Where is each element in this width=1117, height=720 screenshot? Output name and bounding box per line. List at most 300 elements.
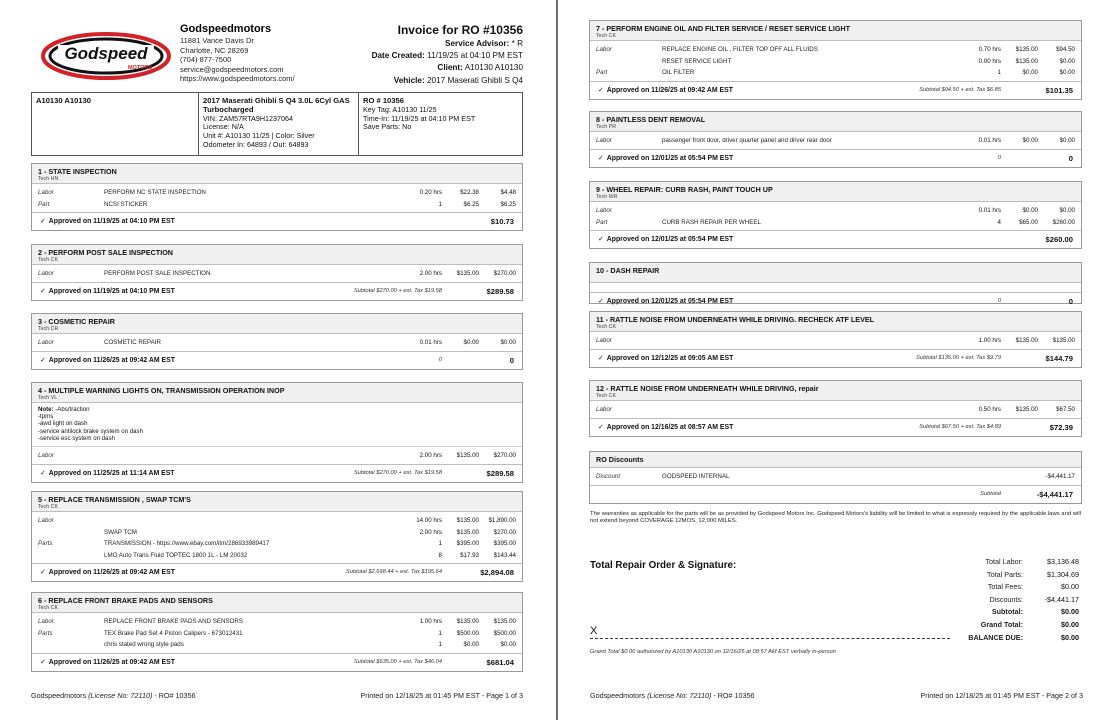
note-label: Note: xyxy=(38,406,54,413)
customer-vehicle-info xyxy=(31,92,523,156)
line-items xyxy=(590,332,1081,350)
line-amount: $0.00 xyxy=(500,641,516,649)
footer-company: Godspeedmotors xyxy=(590,691,646,700)
line-item xyxy=(38,199,516,211)
section-title: 6 - REPLACE FRONT BRAKE PADS AND SENSORS xyxy=(38,596,213,605)
section-title: 2 - PERFORM POST SALE INSPECTION xyxy=(38,248,173,257)
line-qty: 1.00 hrs xyxy=(978,337,1001,344)
discounts-title: RO Discounts xyxy=(596,455,644,464)
check-icon: ✓ xyxy=(40,569,46,577)
line-type: Part xyxy=(596,218,608,226)
line-rate: $6.25 xyxy=(463,200,479,208)
line-desc: COSMETIC REPAIR xyxy=(104,339,161,346)
section-tech: Tech CK xyxy=(38,504,59,510)
vin: VIN: ZAM57RTA9H1237064 xyxy=(203,113,294,123)
line-qty: 1 xyxy=(438,200,442,208)
section-tech: Tech CK xyxy=(596,393,617,399)
line-desc: PERFORM NC STATE INSPECTION xyxy=(104,189,206,196)
section-subtotal: Subtotal $94.50 + est. Tax $6.85 xyxy=(919,86,1001,93)
line-type: Labor xyxy=(38,189,54,196)
line-items xyxy=(32,512,522,564)
line-item xyxy=(38,628,516,640)
line-item xyxy=(596,135,1075,147)
check-icon: ✓ xyxy=(598,154,604,162)
section-header xyxy=(590,312,1081,332)
service-section xyxy=(31,244,523,301)
section-header xyxy=(590,381,1081,401)
section-tech: Tech VL xyxy=(38,395,58,401)
line-items xyxy=(590,401,1081,419)
line-items xyxy=(32,613,522,654)
line-qty: 0.70 hrs xyxy=(978,46,1001,53)
line-desc: CURB RASH REPAIR PER WHEEL xyxy=(662,218,761,226)
invoice-header xyxy=(372,22,523,87)
totals-row xyxy=(943,594,1079,607)
company-address1: 11881 Vance Davis Dr xyxy=(180,36,254,45)
line-items xyxy=(32,265,522,283)
company-website[interactable]: https://www.godspeedmotors.com/ xyxy=(180,74,295,84)
line-amount: $67.50 xyxy=(1056,406,1075,413)
line-qty: 0.00 hrs xyxy=(978,57,1001,65)
section-tech: Tech CK xyxy=(38,605,59,611)
totals-value: $0.00 xyxy=(1061,607,1079,617)
totals-row xyxy=(943,619,1079,632)
check-icon: ✓ xyxy=(598,86,604,94)
line-amount: $94.50 xyxy=(1056,46,1075,53)
footer-ro: - RO# 10356 xyxy=(154,691,196,700)
line-item xyxy=(38,450,516,462)
line-desc: RESET SERVICE LIGHT xyxy=(662,57,732,65)
line-amount: $270.00 xyxy=(493,528,516,536)
discount-desc: GODSPEED INTERNAL xyxy=(662,473,730,480)
line-item xyxy=(38,515,516,527)
line-rate: $22.38 xyxy=(460,189,479,196)
line-desc: REPLACE ENGINE OIL , FILTER TOP OFF ALL FLUIDS xyxy=(662,46,818,53)
line-amount: $395.00 xyxy=(493,540,516,548)
totals-value: $0.00 xyxy=(1061,582,1079,592)
section-tech: Tech CR xyxy=(38,326,59,332)
section-title: 7 - PERFORM ENGINE OIL AND FILTER SERVICE / RESET SERVICE LIGHT xyxy=(596,24,850,33)
footer-license: (License No: 72110) xyxy=(647,691,712,700)
line-rate: $135.00 xyxy=(456,270,479,277)
approval-text: ✓ Approved on 11/26/25 at 09:42 AM EST xyxy=(40,569,175,577)
check-icon: ✓ xyxy=(598,354,604,362)
approval-row xyxy=(32,465,522,482)
section-tech: Tech CK xyxy=(38,257,59,263)
section-header xyxy=(32,314,522,334)
line-item xyxy=(596,335,1075,347)
service-section xyxy=(589,262,1082,304)
client-label: Client: xyxy=(437,63,463,73)
line-qty: 2.00 hrs xyxy=(419,452,442,460)
section-tech: Tech CK xyxy=(596,324,617,330)
invoice-page-1 xyxy=(0,0,556,720)
line-item xyxy=(38,616,516,628)
line-type: Labor xyxy=(38,517,54,524)
line-qty: 0.20 hrs xyxy=(419,189,442,196)
section-total: 0 xyxy=(509,355,514,365)
discount-row xyxy=(596,471,1075,483)
section-subtotal: Subtotal $270.00 + est. Tax $19.58 xyxy=(353,287,442,294)
line-amount: $0.00 xyxy=(1059,137,1075,144)
approval-text: ✓ Approved on 12/16/25 at 08:57 AM EST xyxy=(598,423,734,431)
service-section xyxy=(589,311,1082,368)
vehicle-sub: Turbocharged xyxy=(203,104,254,114)
line-rate: $135.00 xyxy=(1015,57,1038,65)
line-type: Parts xyxy=(38,629,53,637)
approval-row xyxy=(32,352,522,369)
line-type: Labor xyxy=(38,339,54,346)
line-amount: $260.00 xyxy=(1052,218,1075,226)
totals-label: Discounts: xyxy=(989,594,1023,604)
line-rate: $0.00 xyxy=(1022,137,1038,144)
line-qty: 1 xyxy=(438,540,442,548)
line-item xyxy=(38,550,516,562)
section-title: 12 - RATTLE NOISE FROM UNDERNEATH WHILE DRIVING, repair xyxy=(596,384,819,393)
line-amount: $0.00 xyxy=(1059,69,1075,77)
section-total: $101.35 xyxy=(1045,85,1073,95)
line-amount: $135.00 xyxy=(493,618,516,625)
totals-label: Total Parts: xyxy=(987,569,1023,579)
section-header xyxy=(32,245,522,265)
line-type: Labor xyxy=(596,207,612,214)
line-qty: 2.00 hrs xyxy=(419,270,442,277)
footer-right-page2: Printed on 12/18/25 at 01:45 PM EST - Page 2 of 3 xyxy=(920,691,1083,700)
line-rate: $500.00 xyxy=(456,629,479,637)
line-rate: $135.00 xyxy=(1015,46,1038,53)
line-type: Labor xyxy=(596,406,612,413)
line-amount: $135.00 xyxy=(1052,337,1075,344)
section-title: 3 - COSMETIC REPAIR xyxy=(38,317,115,326)
line-rate: $135.00 xyxy=(456,528,479,536)
company-info xyxy=(180,22,295,84)
line-qty: 1.00 hrs xyxy=(419,618,442,625)
section-total: $10.73 xyxy=(490,217,514,227)
totals-row xyxy=(943,569,1079,582)
section-total: $2,894.08 xyxy=(480,568,514,578)
ro-discounts-section xyxy=(589,451,1082,504)
line-item xyxy=(596,404,1075,416)
approval-row xyxy=(590,150,1081,167)
totals-row xyxy=(943,606,1079,619)
section-total: $144.79 xyxy=(1045,353,1073,363)
section-total: $260.00 xyxy=(1045,235,1073,245)
invoice-page-2 xyxy=(558,0,1117,720)
service-section xyxy=(589,111,1082,168)
key-tag: Key Tag: A10130 11/25 xyxy=(363,104,437,114)
client-value: A10130 A10130 xyxy=(464,63,523,73)
warranty-text: The warranties as applicable for the parts will be as provided by Godspeed Motors Inc. Godspeed Motors's liability will be limited to what is expressly required by the applicable laws and will not extend beyond COVERAGE 12MOS, 12,000 MILES. xyxy=(590,511,1081,524)
section-subtotal: Subtotal $135.00 + est. Tax $9.79 xyxy=(915,354,1001,361)
company-address2: Charlotte, NC 28269 xyxy=(180,45,249,55)
service-section xyxy=(31,313,523,370)
footer-ro: - RO# 10356 xyxy=(713,691,755,700)
line-qty: 0.01 hrs xyxy=(978,207,1001,214)
line-desc: OIL FILTER xyxy=(662,69,695,77)
totals-value: $3,136.48 xyxy=(1047,557,1079,566)
approval-text: ✓ Approved on 11/19/25 at 04:10 PM EST xyxy=(40,287,175,295)
totals-label: Total Fees: xyxy=(987,582,1023,592)
line-item xyxy=(596,205,1075,217)
approval-text: ✓ Approved on 11/26/25 at 09:42 AM EST xyxy=(40,658,175,666)
section-header xyxy=(32,593,522,613)
line-items xyxy=(590,41,1081,82)
line-type: Labor xyxy=(596,337,612,344)
line-qty: 14.00 hrs xyxy=(416,517,442,524)
totals-value: -$4,441.17 xyxy=(1044,594,1079,604)
line-item xyxy=(38,268,516,280)
line-rate: $395.00 xyxy=(456,540,479,548)
advisor-value: * R xyxy=(511,39,523,48)
godspeed-logo xyxy=(40,26,172,82)
totals-label: Subtotal: xyxy=(991,607,1023,617)
approval-row xyxy=(32,283,522,300)
line-rate: $135.00 xyxy=(456,452,479,460)
approval-row xyxy=(590,350,1081,367)
totals-row xyxy=(943,581,1079,594)
section-title: 4 - MULTIPLE WARNING LIGHTS ON, TRANSMISSION OPERATION INOP xyxy=(38,386,285,395)
line-desc: SWAP TCM xyxy=(104,528,137,536)
approval-text: ✓ Approved on 12/01/25 at 05:54 PM EST xyxy=(598,154,734,162)
approval-text: ✓ Approved on 11/26/25 at 09:42 AM EST xyxy=(40,356,175,364)
section-title: 10 - DASH REPAIR xyxy=(596,266,660,275)
approval-row xyxy=(32,654,522,671)
line-amount: $0.00 xyxy=(500,339,516,346)
section-header xyxy=(590,263,1081,283)
svg-text:Godspeed: Godspeed xyxy=(64,44,148,63)
line-qty: 1 xyxy=(438,629,442,637)
customer-cell xyxy=(32,93,199,155)
vehicle-value: 2017 Maserati Ghibli S Q4 xyxy=(426,75,523,85)
line-type: Part xyxy=(38,200,50,208)
totals-value: $0.00 xyxy=(1061,632,1079,642)
time-in: Time-In: 11/19/25 at 04:10 PM EST xyxy=(363,113,476,123)
service-section xyxy=(31,592,523,672)
note-line: -service esc system on dash xyxy=(38,434,115,442)
line-items xyxy=(32,447,522,465)
line-rate: $0.00 xyxy=(1022,207,1038,214)
line-type: Labor xyxy=(596,46,612,53)
totals-summary xyxy=(943,556,1079,644)
license: License: N/A xyxy=(203,122,244,132)
check-icon: ✓ xyxy=(598,423,604,431)
line-type: Labor xyxy=(38,618,54,625)
line-item xyxy=(596,217,1075,229)
line-desc: TEX Brake Pad Set 4 Piston Calipers - 673012431 xyxy=(104,629,243,637)
line-qty: 1 xyxy=(997,69,1001,77)
approval-text: ✓ Approved on 11/26/25 at 09:42 AM EST xyxy=(598,86,733,94)
section-title: 1 - STATE INSPECTION xyxy=(38,167,117,176)
section-total: $72.39 xyxy=(1049,422,1073,432)
line-amount: $500.00 xyxy=(493,629,516,637)
totals-row xyxy=(943,632,1079,645)
line-item xyxy=(596,56,1075,68)
section-title: 5 - REPLACE TRANSMISSION , SWAP TCM'S xyxy=(38,495,191,504)
line-amount: $4.48 xyxy=(500,189,516,196)
check-icon: ✓ xyxy=(40,287,46,295)
line-item xyxy=(38,187,516,199)
line-items xyxy=(32,184,522,213)
line-rate: $0.00 xyxy=(463,339,479,346)
unit: Unit #: A10130 11/25 | Color: Silver xyxy=(203,131,315,141)
line-items xyxy=(590,132,1081,150)
approval-row xyxy=(590,293,1081,310)
footer-company: Godspeedmotors xyxy=(31,691,87,700)
discount-type: Discount xyxy=(596,473,621,480)
note-line: -awd light on dash xyxy=(38,420,88,428)
signature-line[interactable] xyxy=(590,638,950,639)
approval-text: ✓ Approved on 12/01/25 at 05:54 PM EST xyxy=(598,298,734,305)
line-qty: 0.01 hrs xyxy=(419,339,442,346)
line-amount: $143.44 xyxy=(493,551,516,559)
line-amount: $270.00 xyxy=(493,270,516,277)
section-header xyxy=(32,164,522,184)
footer-right-page1: Printed on 12/18/25 at 01:45 PM EST - Page 1 of 3 xyxy=(360,691,523,700)
approval-row xyxy=(590,231,1081,248)
approval-text: ✓ Approved on 12/12/25 at 09:05 AM EST xyxy=(598,354,734,362)
advisor-label: Service Advisor: xyxy=(445,39,510,48)
section-subtotal: Subtotal $2,698.44 + est. Tax $195.64 xyxy=(345,569,442,576)
line-qty: 4 xyxy=(997,218,1001,226)
section-header xyxy=(590,182,1081,202)
vehicle-cell xyxy=(199,93,359,155)
section-total: $681.04 xyxy=(486,657,514,667)
approval-row xyxy=(32,213,522,230)
ro-cell xyxy=(359,93,522,155)
line-items xyxy=(32,334,522,352)
line-amount: $0.00 xyxy=(1059,207,1075,214)
line-amount: $1,890.00 xyxy=(488,517,516,524)
section-header xyxy=(32,383,522,403)
line-desc: NCSI STICKER xyxy=(104,200,148,208)
approval-text: ✓ Approved on 12/01/25 at 05:54 PM EST xyxy=(598,236,734,244)
save-parts: Save Parts: No xyxy=(363,122,412,132)
section-note xyxy=(32,403,522,447)
customer-name: A10130 A10130 xyxy=(36,96,92,105)
line-items xyxy=(590,202,1081,231)
line-rate: $135.00 xyxy=(1015,406,1038,413)
section-subtotal: 0 xyxy=(997,154,1001,161)
line-rate: $135.00 xyxy=(456,517,479,524)
check-icon: ✓ xyxy=(598,298,604,305)
line-item xyxy=(596,44,1075,56)
discount-subtotal: -$4,441.17 xyxy=(1036,489,1073,499)
line-rate: $0.00 xyxy=(1022,69,1038,77)
totals-label: Grand Total: xyxy=(980,619,1023,629)
section-subtotal: 0 xyxy=(438,356,442,363)
line-desc: PERFORM POST SALE INSPECTION xyxy=(104,270,211,277)
section-title: 8 - PAINTLESS DENT REMOVAL xyxy=(596,115,706,124)
line-item xyxy=(38,639,516,651)
vehicle-name: 2017 Maserati Ghibli S Q4 3.0L 6Cyl GAS xyxy=(203,96,350,105)
line-qty: 0.50 hrs xyxy=(978,406,1001,413)
service-section xyxy=(31,163,523,231)
approval-row xyxy=(32,564,522,581)
svg-text:MOTORS: MOTORS xyxy=(127,65,153,71)
company-phone: (704) 877-7500 xyxy=(180,55,232,65)
line-desc: TRANSMISSION - https://www.ebay.com/itm/286933989417 xyxy=(104,540,270,548)
line-rate: $135.00 xyxy=(456,618,479,625)
line-type: Labor xyxy=(596,137,612,144)
line-desc: LMO Auto Trans Fluid TOPTEC 1800 1L - LM 20032 xyxy=(104,551,248,559)
signature-x: X xyxy=(590,625,598,637)
service-section xyxy=(589,20,1082,100)
signature-authorization: Grand Total $0.00 authorized by A10130 A10130 on 12/16/25 at 08:57 AM EST verbally in-person xyxy=(590,649,836,655)
line-item xyxy=(38,538,516,550)
line-type: Parts xyxy=(38,540,53,548)
footer-left-page2 xyxy=(590,691,755,700)
line-amount: $6.25 xyxy=(500,200,516,208)
section-subtotal: Subtotal $270.00 + est. Tax $19.58 xyxy=(353,469,442,476)
section-total: $289.58 xyxy=(486,286,514,296)
line-qty: 2.00 hrs xyxy=(419,528,442,536)
line-type: Labor xyxy=(38,270,54,277)
section-subtotal: Subtotal $635.00 + est. Tax $46.04 xyxy=(353,658,442,665)
line-rate: $17.93 xyxy=(460,551,479,559)
section-tech: Tech PR xyxy=(596,124,617,130)
line-item xyxy=(38,527,516,539)
section-subtotal: 0 xyxy=(997,298,1001,304)
totals-label: BALANCE DUE: xyxy=(968,632,1023,642)
section-subtotal: Subtotal $67.50 + est. Tax $4.89 xyxy=(919,423,1001,430)
section-total: 0 xyxy=(1068,297,1073,306)
section-tech: Tech WR xyxy=(596,194,618,200)
company-email[interactable]: service@godspeedmotors.com xyxy=(180,64,284,74)
ro-number: RO # 10356 xyxy=(363,96,404,105)
line-amount: $270.00 xyxy=(493,452,516,460)
check-icon: ✓ xyxy=(40,218,46,226)
line-desc: REPLACE FRONT BRAKE PADS AND SENSORS xyxy=(104,618,244,625)
section-tech: Tech HN xyxy=(38,176,59,182)
check-icon: ✓ xyxy=(40,658,46,666)
line-desc: chris stated wrong style pads xyxy=(104,641,184,649)
line-item xyxy=(38,337,516,349)
created-label: Date Created: xyxy=(371,51,425,61)
approval-text: ✓ Approved on 11/19/25 at 04:10 PM EST xyxy=(40,218,175,226)
section-total: 0 xyxy=(1068,153,1073,163)
line-type: Labor xyxy=(38,452,54,460)
invoice-title: Invoice for RO #10356 xyxy=(397,23,523,37)
approval-text: ✓ Approved on 11/25/25 at 11:14 AM EST xyxy=(40,469,175,477)
approval-row xyxy=(590,82,1081,99)
note-line: -service antilock brake system on dash xyxy=(38,427,143,435)
service-section xyxy=(31,382,523,483)
totals-row xyxy=(943,556,1079,569)
line-qty: 8 xyxy=(438,551,442,559)
check-icon: ✓ xyxy=(40,469,46,477)
section-header xyxy=(32,492,522,512)
line-item xyxy=(596,67,1075,79)
line-rate: $0.00 xyxy=(463,641,479,649)
section-header xyxy=(590,112,1081,132)
section-total: $289.58 xyxy=(486,468,514,478)
section-header xyxy=(590,21,1081,41)
discount-amount: -$4,441.17 xyxy=(1045,473,1075,480)
company-name: Godspeedmotors xyxy=(180,23,272,35)
totals-label: Total Labor: xyxy=(985,557,1023,566)
section-title: 11 - RATTLE NOISE FROM UNDERNEATH WHILE DRIVING. RECHECK ATF LEVEL xyxy=(596,315,875,324)
footer-license: (License No: 72110) xyxy=(88,691,153,700)
totals-value: $0.00 xyxy=(1061,619,1079,629)
line-amount: $0.00 xyxy=(1059,57,1075,65)
line-desc: passenger front door, driver quarter panel and driver rear door xyxy=(662,137,832,144)
line-rate: $135.00 xyxy=(1015,337,1038,344)
note-line: -tpms xyxy=(38,413,54,421)
service-section xyxy=(589,181,1082,249)
total-repair-title: Total Repair Order & Signature: xyxy=(590,560,737,571)
section-tech: Tech CK xyxy=(596,33,617,39)
check-icon: ✓ xyxy=(598,236,604,244)
